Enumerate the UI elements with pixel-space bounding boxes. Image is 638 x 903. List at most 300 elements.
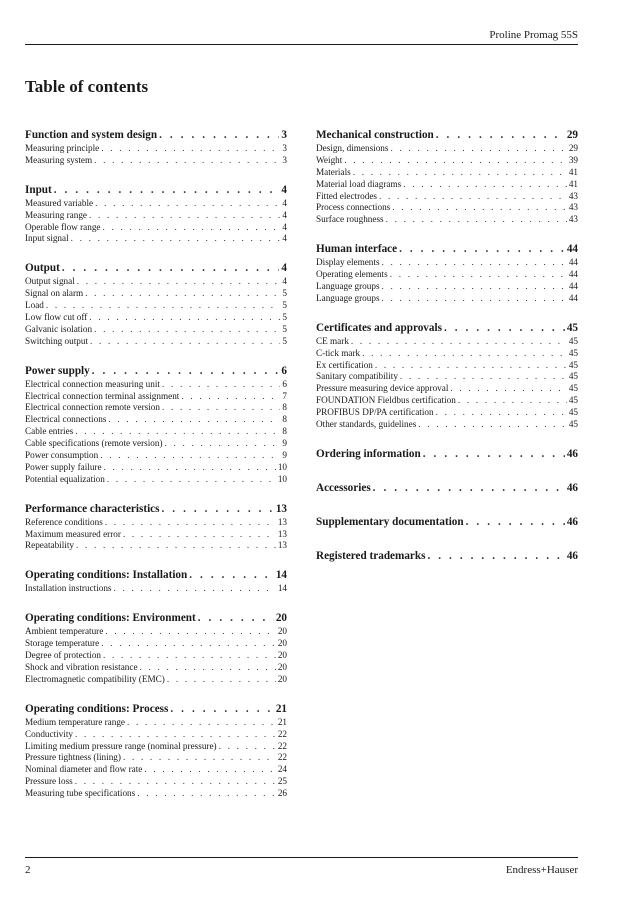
toc-entry[interactable] — [316, 407, 578, 419]
toc-entry[interactable] — [316, 371, 578, 383]
dot-leader — [353, 167, 567, 179]
toc-entry[interactable] — [25, 529, 287, 541]
toc-section-heading-page: 46 — [566, 549, 578, 562]
toc-entry[interactable] — [25, 729, 287, 741]
toc-entry-label: Measuring tube specifications — [25, 788, 136, 799]
toc-section-heading-label: Output — [25, 262, 60, 275]
toc-entry-page: 45 — [568, 407, 578, 418]
toc-entry-label: Conductivity — [25, 728, 73, 739]
toc-entry-page: 43 — [568, 214, 578, 225]
dot-leader — [373, 481, 565, 496]
toc-entry[interactable] — [316, 155, 578, 167]
toc-entry[interactable] — [316, 179, 578, 191]
toc-entry[interactable] — [316, 348, 578, 360]
toc-entry-label: FOUNDATION Fieldbus certification — [316, 395, 456, 406]
toc-entry[interactable] — [25, 300, 287, 312]
toc-entry-page: 4 — [282, 233, 287, 244]
dot-leader — [379, 191, 567, 203]
toc-entry-label: Electrical connections — [25, 414, 107, 425]
dot-leader — [170, 702, 273, 717]
toc-entry-label: Ambient temperature — [25, 626, 104, 637]
toc-entry-page: 25 — [277, 776, 287, 787]
toc-entry[interactable] — [316, 395, 578, 407]
toc-section — [25, 502, 287, 553]
toc-entry-page: 24 — [277, 764, 287, 775]
toc-section-heading[interactable] — [316, 447, 578, 462]
dot-leader — [101, 638, 276, 650]
toc-section-heading[interactable] — [25, 611, 287, 626]
toc-section-heading[interactable] — [316, 481, 578, 496]
dot-leader — [444, 321, 565, 336]
toc-entry-page: 20 — [277, 638, 287, 649]
toc-entry[interactable] — [25, 438, 287, 450]
dot-leader — [92, 364, 280, 379]
toc-entry-label: Limiting medium pressure range (nominal pressure) — [25, 740, 217, 751]
toc-entry-page: 5 — [282, 288, 287, 299]
toc-entry[interactable] — [25, 650, 287, 662]
toc-entry-label: Ex certification — [316, 359, 373, 370]
toc-entry-page: 45 — [568, 347, 578, 358]
toc-section — [25, 183, 287, 246]
toc-entry[interactable] — [316, 202, 578, 214]
toc-entry-page: 7 — [282, 390, 287, 401]
toc-entry-page: 13 — [277, 528, 287, 539]
toc-section-heading[interactable] — [25, 183, 287, 198]
toc-section — [25, 568, 287, 595]
toc-section-heading-label: Registered trademarks — [316, 549, 426, 562]
dot-leader — [114, 583, 276, 595]
dot-leader — [94, 155, 280, 167]
toc-entry[interactable] — [316, 257, 578, 269]
toc-entry-page: 45 — [568, 335, 578, 346]
toc-right-column — [316, 128, 578, 583]
toc-entry-label: Fitted electrodes — [316, 190, 377, 201]
toc-entry-page: 4 — [282, 209, 287, 220]
toc-entry[interactable] — [316, 419, 578, 431]
toc-entry-page: 45 — [568, 359, 578, 370]
toc-entry[interactable] — [25, 379, 287, 391]
toc-entry-label: Signal on alarm — [25, 288, 84, 299]
toc-section — [25, 128, 287, 167]
toc-entry-page: 10 — [277, 473, 287, 484]
toc-entry-label: Potential equalization — [25, 473, 105, 484]
dot-leader — [62, 261, 280, 276]
toc-section-heading-label: Power supply — [25, 364, 90, 377]
toc-entry-label: Repeatability — [25, 540, 74, 551]
dot-leader — [362, 348, 567, 360]
toc-entry-page: 8 — [282, 414, 287, 425]
toc-entry-label: Pressure measuring device approval — [316, 383, 449, 394]
toc-section-heading-label: Certificates and approvals — [316, 321, 442, 334]
toc-section-heading[interactable] — [25, 702, 287, 717]
toc-entry-page: 10 — [277, 461, 287, 472]
toc-entry-label: Low flow cut off — [25, 312, 88, 323]
dot-leader — [351, 336, 567, 348]
toc-entry-label: Language groups — [316, 281, 380, 292]
toc-entry[interactable] — [25, 210, 287, 222]
toc-entry-label: PROFIBUS DP/PA certification — [316, 407, 434, 418]
dot-leader — [386, 214, 567, 226]
toc-section-heading-page: 3 — [281, 129, 287, 141]
page-title: Table of contents — [25, 77, 149, 96]
dot-leader — [403, 179, 567, 191]
toc-entry-label: Power supply failure — [25, 461, 102, 472]
toc-section — [316, 242, 578, 305]
toc-entry-label: Maximum measured error — [25, 528, 121, 539]
dot-leader — [162, 502, 274, 517]
toc-entry-page: 3 — [282, 154, 287, 165]
toc-section-heading-label: Mechanical construction — [316, 129, 434, 141]
dot-leader — [390, 143, 566, 155]
dot-leader — [90, 336, 280, 348]
dot-leader — [466, 515, 565, 530]
toc-entry[interactable] — [25, 324, 287, 336]
toc-entry-label: Design, dimensions — [316, 143, 389, 153]
toc-entry-label: Storage temperature — [25, 638, 100, 649]
toc-section — [316, 128, 578, 226]
toc-entry-page: 5 — [282, 300, 287, 311]
toc-entry-label: Process connections — [316, 202, 391, 213]
toc-section-heading[interactable] — [316, 321, 578, 336]
toc-entry[interactable] — [316, 360, 578, 372]
toc-entry-label: Nominal diameter and flow rate — [25, 764, 143, 775]
toc-entry-page: 29 — [568, 143, 578, 153]
toc-entry-label: Electromagnetic compatibility (EMC) — [25, 673, 165, 684]
dot-leader — [392, 202, 567, 214]
toc-entry-page: 6 — [282, 378, 287, 389]
toc-section-heading[interactable] — [316, 515, 578, 530]
toc-entry[interactable] — [25, 312, 287, 324]
toc-entry-label: Language groups — [316, 292, 380, 303]
toc-entry[interactable] — [25, 741, 287, 753]
toc-entry-label: Pressure loss — [25, 776, 73, 787]
toc-section-heading[interactable] — [25, 364, 287, 379]
dot-leader — [159, 128, 279, 143]
toc-entry-label: Display elements — [316, 257, 380, 268]
toc-section — [316, 515, 578, 530]
toc-entry-page: 45 — [568, 419, 578, 430]
header-rule — [25, 44, 578, 45]
toc-entry-page: 3 — [282, 143, 287, 153]
toc-entry-label: Weight — [316, 154, 343, 165]
toc-entry-label: Load — [25, 300, 44, 311]
toc-entry-label: Measuring principle — [25, 143, 100, 153]
toc-section-heading-label: Supplementary documentation — [316, 515, 464, 528]
dot-leader — [107, 474, 276, 486]
toc-entry[interactable] — [316, 191, 578, 203]
toc-section-heading[interactable] — [316, 128, 578, 143]
toc-entry[interactable] — [25, 474, 287, 486]
toc-entry[interactable] — [25, 155, 287, 167]
toc-section-heading[interactable] — [25, 261, 287, 276]
toc-entry[interactable] — [316, 293, 578, 305]
toc-entry-label: Measuring range — [25, 209, 87, 220]
toc-entry-page: 44 — [568, 257, 578, 268]
toc-entry-label: Medium temperature range — [25, 716, 125, 727]
footer-rule — [25, 857, 578, 858]
toc-entry-page: 9 — [282, 450, 287, 461]
toc-entry-label: Measuring system — [25, 154, 93, 165]
toc-section-heading[interactable] — [25, 128, 287, 143]
dot-leader — [71, 233, 281, 245]
toc-entry[interactable] — [316, 281, 578, 293]
dot-leader — [105, 626, 275, 638]
toc-section — [25, 611, 287, 685]
toc-entry-page: 4 — [282, 276, 287, 287]
toc-entry[interactable] — [25, 674, 287, 686]
toc-section — [316, 481, 578, 496]
toc-section-heading-page: 14 — [275, 569, 287, 582]
dot-leader — [458, 395, 567, 407]
dot-leader — [436, 128, 565, 143]
toc-section-heading-page: 29 — [566, 129, 578, 141]
toc-entry-label: Degree of protection — [25, 650, 102, 661]
dot-leader — [427, 549, 564, 564]
dot-leader — [140, 662, 276, 674]
toc-entry-page: 43 — [568, 202, 578, 213]
toc-section — [316, 447, 578, 462]
toc-entry[interactable] — [25, 391, 287, 403]
toc-entry-page: 45 — [568, 395, 578, 406]
dot-leader — [105, 517, 276, 529]
toc-entry-page: 20 — [277, 661, 287, 672]
toc-entry-page: 21 — [277, 716, 287, 727]
toc-entry-page: 39 — [568, 154, 578, 165]
toc-entry-label: Materials — [316, 166, 351, 177]
toc-entry[interactable] — [25, 788, 287, 800]
dot-leader — [89, 210, 280, 222]
toc-entry[interactable] — [25, 583, 287, 595]
toc-entry[interactable] — [316, 336, 578, 348]
toc-entry[interactable] — [316, 214, 578, 226]
dot-leader — [108, 414, 280, 426]
toc-section-heading-page: 46 — [566, 515, 578, 528]
toc-entry-page: 43 — [568, 190, 578, 201]
toc-section-heading[interactable] — [316, 549, 578, 564]
toc-entry-label: Galvanic isolation — [25, 323, 93, 334]
toc-entry[interactable] — [25, 336, 287, 348]
toc-section-heading-label: Ordering information — [316, 447, 421, 460]
toc-entry[interactable] — [25, 198, 287, 210]
toc-entry[interactable] — [25, 276, 287, 288]
dot-leader — [390, 269, 567, 281]
toc-entry-page: 5 — [282, 323, 287, 334]
toc-entry-page: 20 — [277, 650, 287, 661]
toc-entry-page: 4 — [282, 197, 287, 208]
toc-entry-page: 5 — [282, 335, 287, 346]
toc-section-heading-label: Performance characteristics — [25, 502, 160, 515]
toc-entry[interactable] — [25, 450, 287, 462]
toc-section-heading-page: 46 — [566, 447, 578, 460]
toc-entry-label: Output signal — [25, 276, 75, 287]
dot-leader — [101, 143, 280, 155]
dot-leader — [165, 438, 281, 450]
dot-leader — [95, 198, 280, 210]
toc-section-heading-page: 6 — [281, 364, 287, 377]
toc-entry[interactable] — [316, 143, 578, 155]
toc-section-heading-label: Accessories — [316, 481, 371, 494]
toc-entry-label: Cable entries — [25, 426, 74, 437]
document-title: Proline Promag 55S — [489, 29, 578, 41]
dot-leader — [103, 650, 276, 662]
toc-section-heading[interactable] — [316, 242, 578, 257]
toc-entry-label: Cable specifications (remote version) — [25, 438, 163, 449]
dot-leader — [75, 729, 276, 741]
toc-entry-label: Operating elements — [316, 269, 388, 280]
toc-section-heading-label: Operating conditions: Process — [25, 702, 169, 715]
toc-entry[interactable] — [25, 776, 287, 788]
dot-leader — [46, 300, 281, 312]
dot-leader — [104, 462, 276, 474]
dot-leader — [382, 257, 567, 269]
dot-leader — [75, 776, 276, 788]
toc-left-column — [25, 128, 287, 816]
dot-leader — [123, 752, 276, 764]
toc-entry[interactable] — [316, 383, 578, 395]
dot-leader — [162, 379, 280, 391]
toc-section-heading[interactable] — [25, 502, 287, 517]
dot-leader — [189, 568, 274, 583]
toc-entry-label: CE mark — [316, 335, 349, 346]
dot-leader — [219, 741, 276, 753]
toc-entry-label: Input signal — [25, 233, 69, 244]
toc-entry-label: Operable flow range — [25, 221, 101, 232]
toc-entry-page: 45 — [568, 371, 578, 382]
toc-entry-label: Material load diagrams — [316, 178, 402, 189]
dot-leader — [450, 383, 566, 395]
dot-leader — [400, 371, 567, 383]
toc-entry-label: Reference conditions — [25, 516, 103, 527]
toc-entry-label: Other standards, guidelines — [316, 419, 417, 430]
dot-leader — [375, 360, 567, 372]
toc-entry-page: 5 — [282, 312, 287, 323]
dot-leader — [94, 324, 280, 336]
dot-leader — [181, 391, 280, 403]
dot-leader — [103, 222, 281, 234]
dot-leader — [77, 276, 281, 288]
toc-entry[interactable] — [25, 626, 287, 638]
toc-entry-page: 14 — [277, 583, 287, 594]
dot-leader — [137, 788, 276, 800]
toc-entry-page: 20 — [277, 673, 287, 684]
toc-entry-page: 45 — [568, 383, 578, 394]
toc-entry-page: 4 — [282, 221, 287, 232]
toc-section-heading-page: 13 — [275, 502, 287, 515]
toc-entry-page: 44 — [568, 269, 578, 280]
dot-leader — [144, 764, 275, 776]
toc-entry[interactable] — [25, 143, 287, 155]
toc-section — [25, 364, 287, 486]
toc-entry[interactable] — [25, 402, 287, 414]
toc-section-heading-label: Operating conditions: Environment — [25, 612, 196, 625]
toc-entry-page: 13 — [277, 540, 287, 551]
toc-entry[interactable] — [25, 414, 287, 426]
toc-section-heading-label: Function and system design — [25, 129, 158, 141]
dot-leader — [54, 183, 280, 198]
toc-entry-page: 8 — [282, 402, 287, 413]
dot-leader — [382, 281, 567, 293]
toc-entry-page: 22 — [277, 752, 287, 763]
toc-entry-label: Pressure tightness (lining) — [25, 752, 121, 763]
toc-entry-page: 22 — [277, 740, 287, 751]
dot-leader — [127, 717, 276, 729]
dot-leader — [123, 529, 276, 541]
toc-entry-label: Measured variable — [25, 197, 94, 208]
dot-leader — [75, 426, 280, 438]
toc-section-heading-page: 45 — [566, 321, 578, 334]
toc-section — [25, 702, 287, 800]
toc-section — [25, 261, 287, 347]
toc-entry-label: Surface roughness — [316, 214, 384, 225]
toc-entry[interactable] — [25, 517, 287, 529]
toc-entry[interactable] — [316, 167, 578, 179]
dot-leader — [85, 288, 280, 300]
toc-entry[interactable] — [25, 752, 287, 764]
toc-entry[interactable] — [25, 638, 287, 650]
toc-entry[interactable] — [25, 222, 287, 234]
toc-entry-label: Electrical connection measuring unit — [25, 378, 160, 389]
dot-leader — [167, 674, 276, 686]
toc-entry-label: C-tick mark — [316, 347, 361, 358]
dot-leader — [382, 293, 567, 305]
toc-entry[interactable] — [25, 662, 287, 674]
toc-entry[interactable] — [25, 462, 287, 474]
toc-entry-label: Installation instructions — [25, 583, 112, 594]
dot-leader — [162, 402, 280, 414]
toc-entry-label: Power consumption — [25, 450, 99, 461]
toc-section-heading[interactable] — [25, 568, 287, 583]
toc-entry-label: Electrical connection remote version — [25, 402, 160, 413]
toc-section-heading-label: Operating conditions: Installation — [25, 569, 188, 582]
toc-section-heading-page: 44 — [566, 243, 578, 256]
toc-entry-page: 44 — [568, 281, 578, 292]
toc-entry-page: 41 — [568, 178, 578, 189]
toc-entry-page: 22 — [277, 728, 287, 739]
toc-entry-label: Electrical connection terminal assignment — [25, 390, 180, 401]
dot-leader — [89, 312, 280, 324]
toc-entry[interactable] — [25, 233, 287, 245]
dot-leader — [344, 155, 567, 167]
dot-leader — [76, 540, 276, 552]
toc-entry-page: 8 — [282, 426, 287, 437]
toc-section-heading-page: 4 — [281, 183, 287, 196]
toc-entry-page: 9 — [282, 438, 287, 449]
toc-entry[interactable] — [25, 540, 287, 552]
dot-leader — [436, 407, 567, 419]
page-number: 2 — [25, 864, 31, 876]
toc-entry[interactable] — [25, 426, 287, 438]
toc-entry-page: 41 — [568, 166, 578, 177]
toc-entry[interactable] — [25, 717, 287, 729]
toc-entry-label: Shock and vibration resistance — [25, 661, 138, 672]
dot-leader — [418, 419, 567, 431]
toc-section-heading-page: 46 — [566, 481, 578, 494]
toc-entry-page: 13 — [277, 516, 287, 527]
toc-section — [316, 549, 578, 564]
toc-entry[interactable] — [25, 764, 287, 776]
toc-section-heading-page: 21 — [275, 702, 287, 715]
toc-section-heading-label: Input — [25, 183, 52, 196]
dot-leader — [399, 242, 565, 257]
toc-entry-page: 44 — [568, 292, 578, 303]
toc-entry-label: Sanitary compatibility — [316, 371, 398, 382]
toc-entry[interactable] — [316, 269, 578, 281]
toc-entry-label: Switching output — [25, 335, 89, 346]
toc-entry[interactable] — [25, 288, 287, 300]
toc-entry-page: 20 — [277, 626, 287, 637]
toc-entry-page: 26 — [277, 788, 287, 799]
toc-section-heading-label: Human interface — [316, 243, 398, 256]
